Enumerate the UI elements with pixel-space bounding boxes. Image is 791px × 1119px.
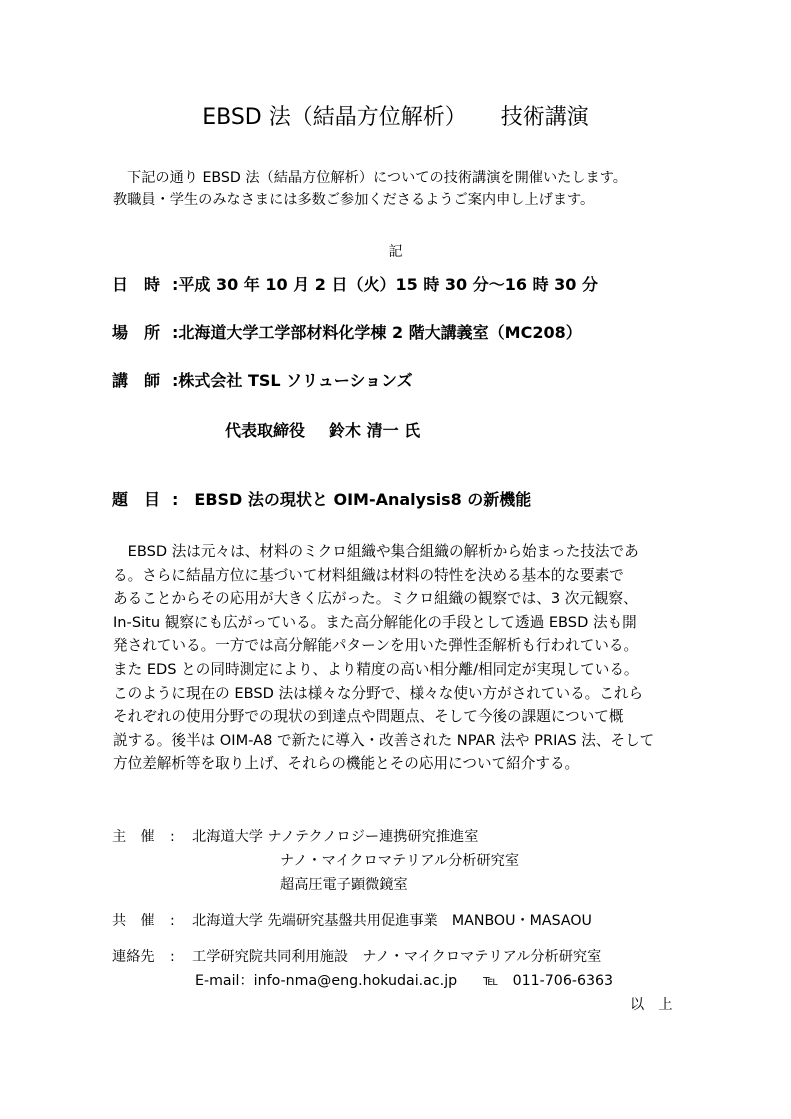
contact-line-2 xyxy=(195,970,613,992)
organizer-colon: : xyxy=(170,829,175,845)
abstract-line: 発されている。一方では高分解能パターンを用いた弾性歪解析も行われている。 xyxy=(113,637,639,655)
cosponsor-value: 北海道大学 先端研究基盤共用促進事業 MANBOU・MASAOU xyxy=(192,913,592,929)
abstract-line: 説する。後半は OIM-A8 で新たに導入・改善された NPAR 法や PRIAS 法、そして xyxy=(113,731,655,749)
abstract-line: る。さらに結晶方位に基づいて材料組織は材料の特性を決める基本的な要素で xyxy=(113,566,624,584)
lecturer-row xyxy=(112,369,413,393)
closing-text: 以 上 xyxy=(630,997,673,1013)
datetime-value: :平成 30 年 10 月 2 日（火）15 時 30 分〜16 時 30 分 xyxy=(172,275,598,294)
organizer-label: 主 催 xyxy=(112,829,155,845)
contact-tel: ℡ 011-706-6363 xyxy=(483,973,614,989)
organizer-line-1: 北海道大学 ナノテクノロジー連携研究推進室 xyxy=(192,829,479,845)
organizer-line-3: 超高圧電子顕微鏡室 xyxy=(280,877,408,893)
abstract-line: EBSD 法は元々は、材料のミクロ組織や集合組織の解析から始まった技法であ xyxy=(113,543,639,560)
cosponsor-label: 共 催 xyxy=(112,913,155,929)
contact-label: 連絡先 xyxy=(112,949,155,965)
contact-colon: : xyxy=(170,949,175,965)
topic-row xyxy=(112,488,531,512)
ki-heading: 記 xyxy=(388,244,403,260)
datetime-row xyxy=(112,273,598,297)
lecturer-label: 講 師 xyxy=(112,371,161,390)
place-label: 場 所 xyxy=(112,323,161,342)
intro-line-1: 下記の通り EBSD 法（結晶方位解析）についての技術講演を開催いたします。 xyxy=(127,170,627,186)
lecturer-name: 鈴木 清一 氏 xyxy=(329,421,421,440)
contact-row xyxy=(112,946,601,968)
place-value: :北海道大学工学部材料化学棟 2 階大講義室（MC208） xyxy=(172,323,582,342)
cosponsor-row xyxy=(112,910,592,932)
lecturer-position: 代表取締役 xyxy=(225,421,306,440)
abstract xyxy=(113,540,654,776)
title-main: EBSD 法（結晶方位解析） xyxy=(202,105,467,130)
abstract-line: 方位差解析等を取り上げ、それらの機能とその応用について紹介する。 xyxy=(113,755,580,773)
datetime-label: 日 時 xyxy=(112,275,161,294)
contact-email: E-mail：info-nma@eng.hokudai.ac.jp xyxy=(195,973,458,989)
lecturer-company: :株式会社 TSL ソリューションズ xyxy=(172,371,413,390)
title-sub: 技術講演 xyxy=(500,105,589,130)
topic-value: : EBSD 法の現状と OIM-Analysis8 の新機能 xyxy=(172,490,532,509)
abstract-line: それぞれの使用分野での現状の到達点や問題点、そして今後の課題について概 xyxy=(113,708,624,726)
abstract-line: In-Situ 観察にも広がっている。また高分解能化の手段として透過 EBSD 法も開 xyxy=(113,613,637,631)
page-title xyxy=(0,103,791,133)
organizer-row xyxy=(112,826,478,848)
abstract-line: このように現在の EBSD 法は様々な分野で、様々な使い方がされている。これら xyxy=(113,684,644,702)
lecturer-name-row xyxy=(225,419,420,443)
abstract-line: また EDS との同時測定により、より精度の高い相分離/相同定が実現している。 xyxy=(113,660,639,678)
cosponsor-colon: : xyxy=(170,913,175,929)
place-row xyxy=(112,321,582,345)
topic-label: 題 目 xyxy=(112,490,161,509)
intro-line-2: 教職員・学生のみなさまには多数ご参加くださるようご案内申し上げます。 xyxy=(113,192,595,208)
contact-value: 工学研究院共同利用施設 ナノ・マイクロマテリアル分析研究室 xyxy=(192,949,602,965)
organizer-line-2: ナノ・マイクロマテリアル分析研究室 xyxy=(280,853,520,869)
abstract-line: あることからその応用が大きく広がった。ミクロ組織の観察では、3 次元観察、 xyxy=(113,590,638,608)
